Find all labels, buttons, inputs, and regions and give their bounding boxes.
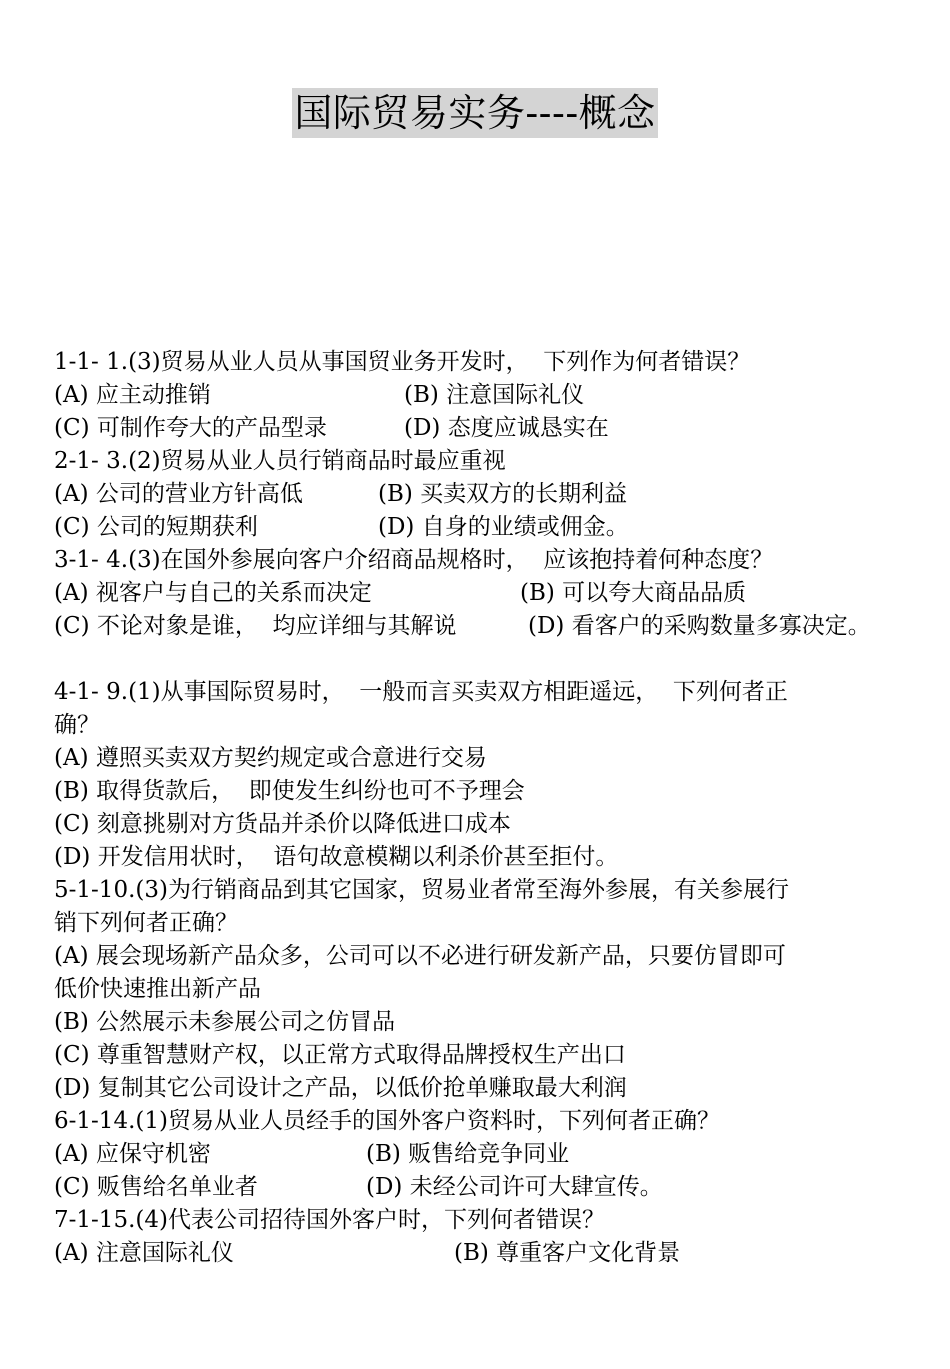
option: (D) 复制其它公司设计之产品，以低价抢单赚取最大利润 (54, 1075, 627, 1101)
question-stem: 4-1- 9.(1)从事国际贸易时， 一般而言买卖双方相距遥远， 下列何者正 (54, 679, 788, 705)
option-continued: 低价快速推出新产品 (54, 976, 261, 1002)
option: (B) 尊重客户文化背景 (454, 1240, 681, 1266)
option: (C) 不论对象是谁， 均应详细与其解说 (54, 613, 457, 639)
option: (D) 开发信用状时， 语句故意模糊以利杀价甚至拒付。 (54, 844, 619, 870)
option-row (54, 1237, 934, 1270)
option: (D) 自身的业绩或佣金。 (378, 514, 629, 540)
question-stem: 7-1-15.(4)代表公司招待国外客户时，下列何者错误？ (54, 1207, 605, 1233)
option: (A) 应保守机密 (54, 1141, 211, 1167)
question-stem: 5-1-10.(3)为行销商品到其它国家，贸易业者常至海外参展，有关参展行 (54, 877, 789, 903)
option: (A) 视客户与自己的关系而决定 (54, 580, 372, 606)
option: (B) 注意国际礼仪 (404, 382, 585, 408)
question-stem: 1-1- 1.(3)贸易从业人员从事国贸业务开发时， 下列作为何者错误？ (54, 349, 751, 375)
option: (A) 注意国际礼仪 (54, 1240, 234, 1266)
question-stem-continued: 确？ (54, 712, 100, 738)
option-row (54, 412, 934, 445)
option: (C) 刻意挑剔对方货品并杀价以降低进口成本 (54, 811, 511, 837)
question-stem-continued: 销下列何者正确？ (54, 910, 238, 936)
option-row (54, 610, 934, 643)
title-wrapper (0, 88, 950, 138)
option: (B) 取得货款后， 即使发生纠纷也可不予理会 (54, 778, 525, 804)
option: (B) 可以夸大商品品质 (520, 580, 747, 606)
question-stem: 2-1- 3.(2)贸易从业人员行销商品时最应重视 (54, 448, 506, 474)
question-stem: 6-1-14.(1)贸易从业人员经手的国外客户资料时，下列何者正确？ (54, 1108, 720, 1134)
option: (D) 看客户的采购数量多寡决定。 (528, 613, 871, 639)
option-row (54, 511, 934, 544)
option: (B) 买卖双方的长期利益 (378, 481, 628, 507)
option: (D) 未经公司许可大肆宣传。 (366, 1174, 663, 1200)
option: (C) 公司的短期获利 (54, 514, 258, 540)
question-stem: 3-1- 4.(3)在国外参展向客户介绍商品规格时， 应该抱持着何种态度？ (54, 547, 774, 573)
page-title: 国际贸易实务----概念 (292, 88, 657, 138)
option: (A) 应主动推销 (54, 382, 211, 408)
option-row (54, 1138, 934, 1171)
option: (B) 贩售给竞争同业 (366, 1141, 570, 1167)
option: (D) 态度应诚恳实在 (404, 415, 609, 441)
option-row (54, 379, 934, 412)
option-row (54, 478, 934, 511)
option: (C) 贩售给名单业者 (54, 1174, 258, 1200)
option: (B) 公然展示未参展公司之仿冒品 (54, 1009, 396, 1035)
document-body (54, 346, 934, 1270)
option-row (54, 577, 934, 610)
option: (C) 尊重智慧财产权，以正常方式取得品牌授权生产出口 (54, 1042, 626, 1068)
spacer (54, 643, 934, 676)
option: (A) 公司的营业方针高低 (54, 481, 303, 507)
option: (C) 可制作夸大的产品型录 (54, 415, 327, 441)
option: (A) 展会现场新产品众多，公司可以不必进行研发新产品，只要仿冒即可 (54, 943, 786, 969)
option-row (54, 1171, 934, 1204)
option: (A) 遵照买卖双方契约规定或合意进行交易 (54, 745, 487, 771)
